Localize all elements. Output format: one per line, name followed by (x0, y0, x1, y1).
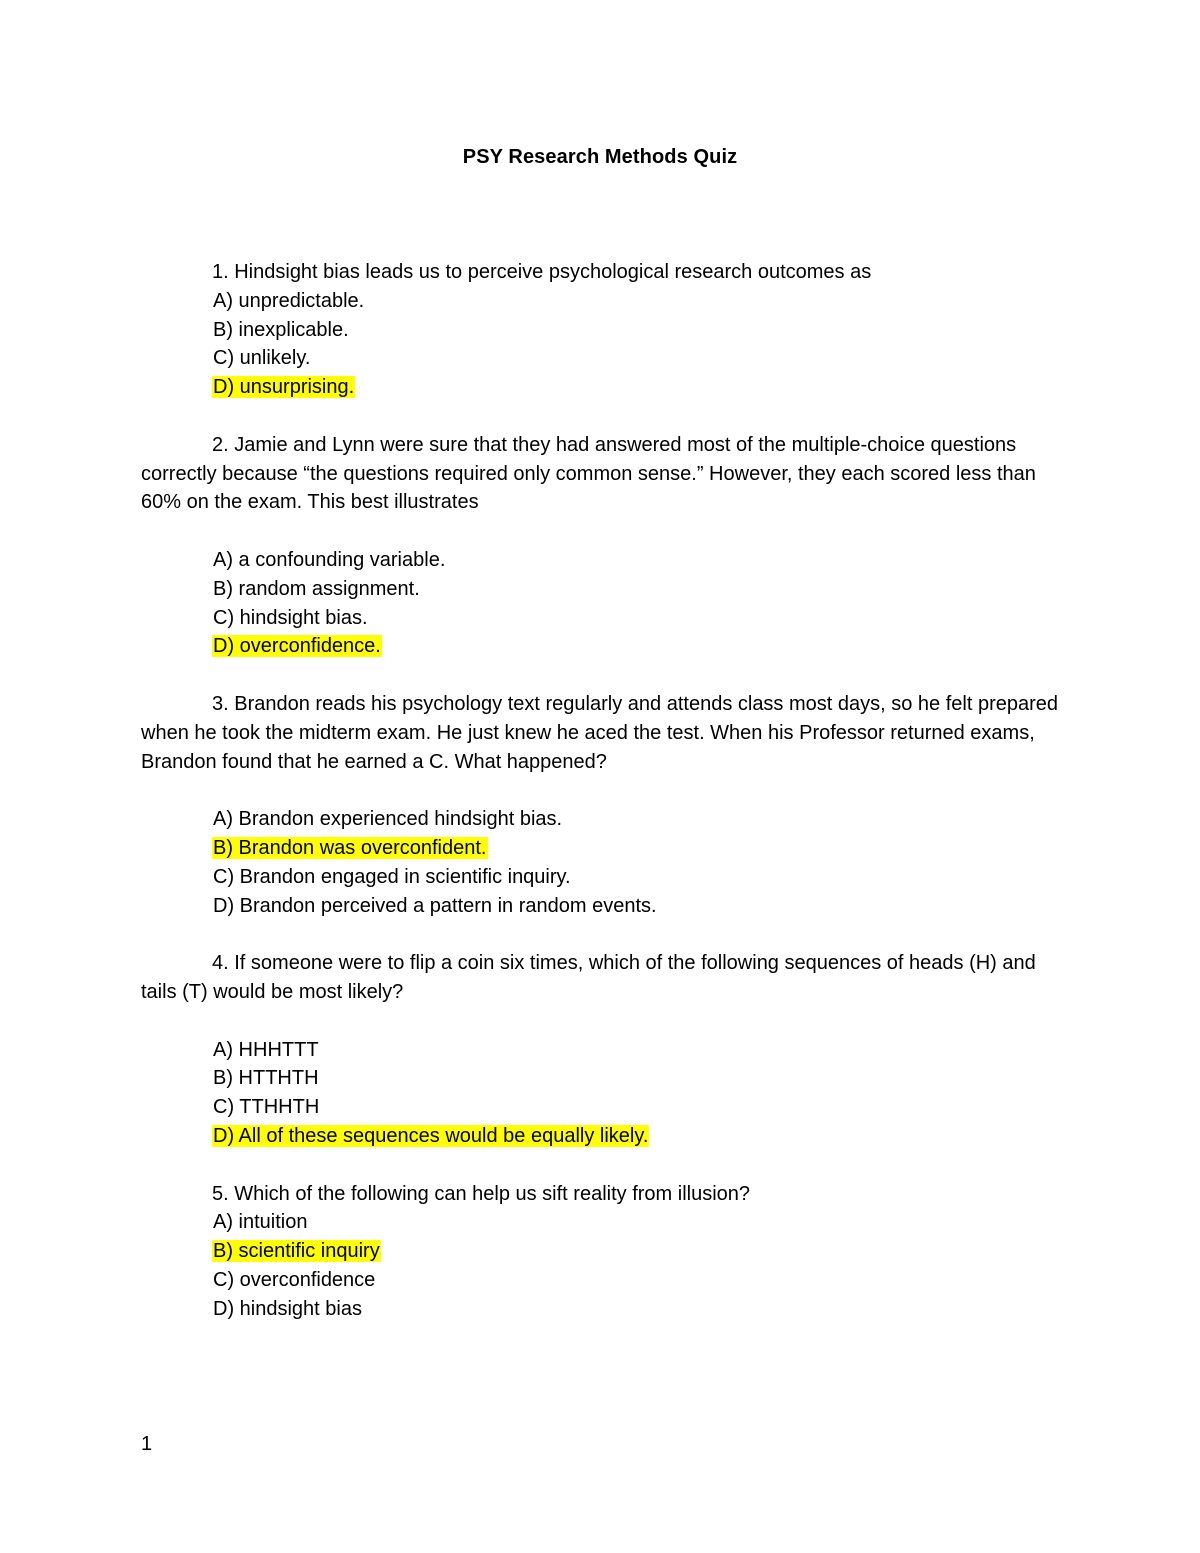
quiz-content (141, 258, 1071, 1352)
options-list (141, 1208, 1071, 1323)
question-1 (141, 258, 1071, 402)
option-label: B) scientific inquiry (213, 1240, 380, 1263)
question-4 (141, 949, 1071, 1151)
options-list (141, 1036, 1071, 1151)
option-b (212, 834, 1071, 863)
option-b (212, 575, 1071, 604)
option-label: C) Brandon engaged in scientific inquiry. (213, 865, 571, 888)
question-stem: 3. Brandon reads his psychology text regularly and attends class most days, so he felt prepared when he took the midterm exam. He just knew he aced the test. When his Professor returned exams, Brandon found that he earned a C. What happened? (141, 692, 1059, 773)
option-d (212, 632, 1071, 661)
option-d (212, 373, 1071, 402)
option-label: D) overconfidence. (213, 635, 381, 658)
spacer (141, 517, 1071, 546)
option-label: A) intuition (213, 1211, 308, 1234)
option-c (212, 1266, 1071, 1295)
option-a (212, 805, 1071, 834)
question-3 (141, 690, 1071, 920)
option-label: C) unlikely. (213, 347, 311, 370)
question-stem: 5. Which of the following can help us sift reality from illusion? (212, 1182, 751, 1205)
option-b (212, 1237, 1071, 1266)
options-list (141, 805, 1071, 920)
page-title: PSY Research Methods Quiz (462, 146, 738, 168)
option-b (212, 316, 1071, 345)
option-label: C) TTHHTH (213, 1096, 320, 1119)
spacer (141, 1007, 1071, 1036)
option-label: D) All of these sequences would be equally likely. (213, 1124, 649, 1147)
option-c (212, 604, 1071, 633)
spacer (141, 776, 1071, 805)
option-d (212, 1122, 1071, 1151)
option-label: B) Brandon was overconfident. (213, 836, 487, 859)
question-stem: 4. If someone were to flip a coin six times, which of the following sequences of heads (H) and tails (T) would be most likely? (141, 952, 1036, 1003)
page-number: 1 (141, 1433, 153, 1455)
option-label: A) HHHTTT (213, 1038, 319, 1061)
options-list (141, 287, 1071, 402)
option-label: C) overconfidence (213, 1268, 376, 1291)
option-label: D) Brandon perceived a pattern in random events. (213, 894, 657, 917)
option-d (212, 1295, 1071, 1324)
option-c (212, 344, 1071, 373)
options-list (141, 546, 1071, 661)
question-5 (141, 1180, 1071, 1324)
option-label: A) unpredictable. (213, 289, 365, 312)
option-label: A) a confounding variable. (213, 548, 446, 571)
option-a (212, 287, 1071, 316)
option-a (212, 546, 1071, 575)
option-c (212, 863, 1071, 892)
question-2 (141, 431, 1071, 661)
option-b (212, 1064, 1071, 1093)
option-label: B) HTTHTH (213, 1067, 319, 1090)
option-label: B) inexplicable. (213, 318, 349, 341)
option-c (212, 1093, 1071, 1122)
option-d (212, 892, 1071, 921)
option-label: A) Brandon experienced hindsight bias. (213, 808, 563, 831)
option-label: D) hindsight bias (213, 1297, 362, 1320)
option-label: D) unsurprising. (213, 376, 355, 399)
question-stem: 1. Hindsight bias leads us to perceive psychological research outcomes as (212, 261, 872, 283)
option-label: C) hindsight bias. (213, 606, 368, 629)
option-a (212, 1036, 1071, 1065)
option-label: B) random assignment. (213, 577, 420, 600)
question-stem: 2. Jamie and Lynn were sure that they had answered most of the multiple-choice questions correctly because “the questions required only common sense.” However, they each scored less than 60% on the exam. This best illustrates (141, 433, 1036, 514)
option-a (212, 1208, 1071, 1237)
